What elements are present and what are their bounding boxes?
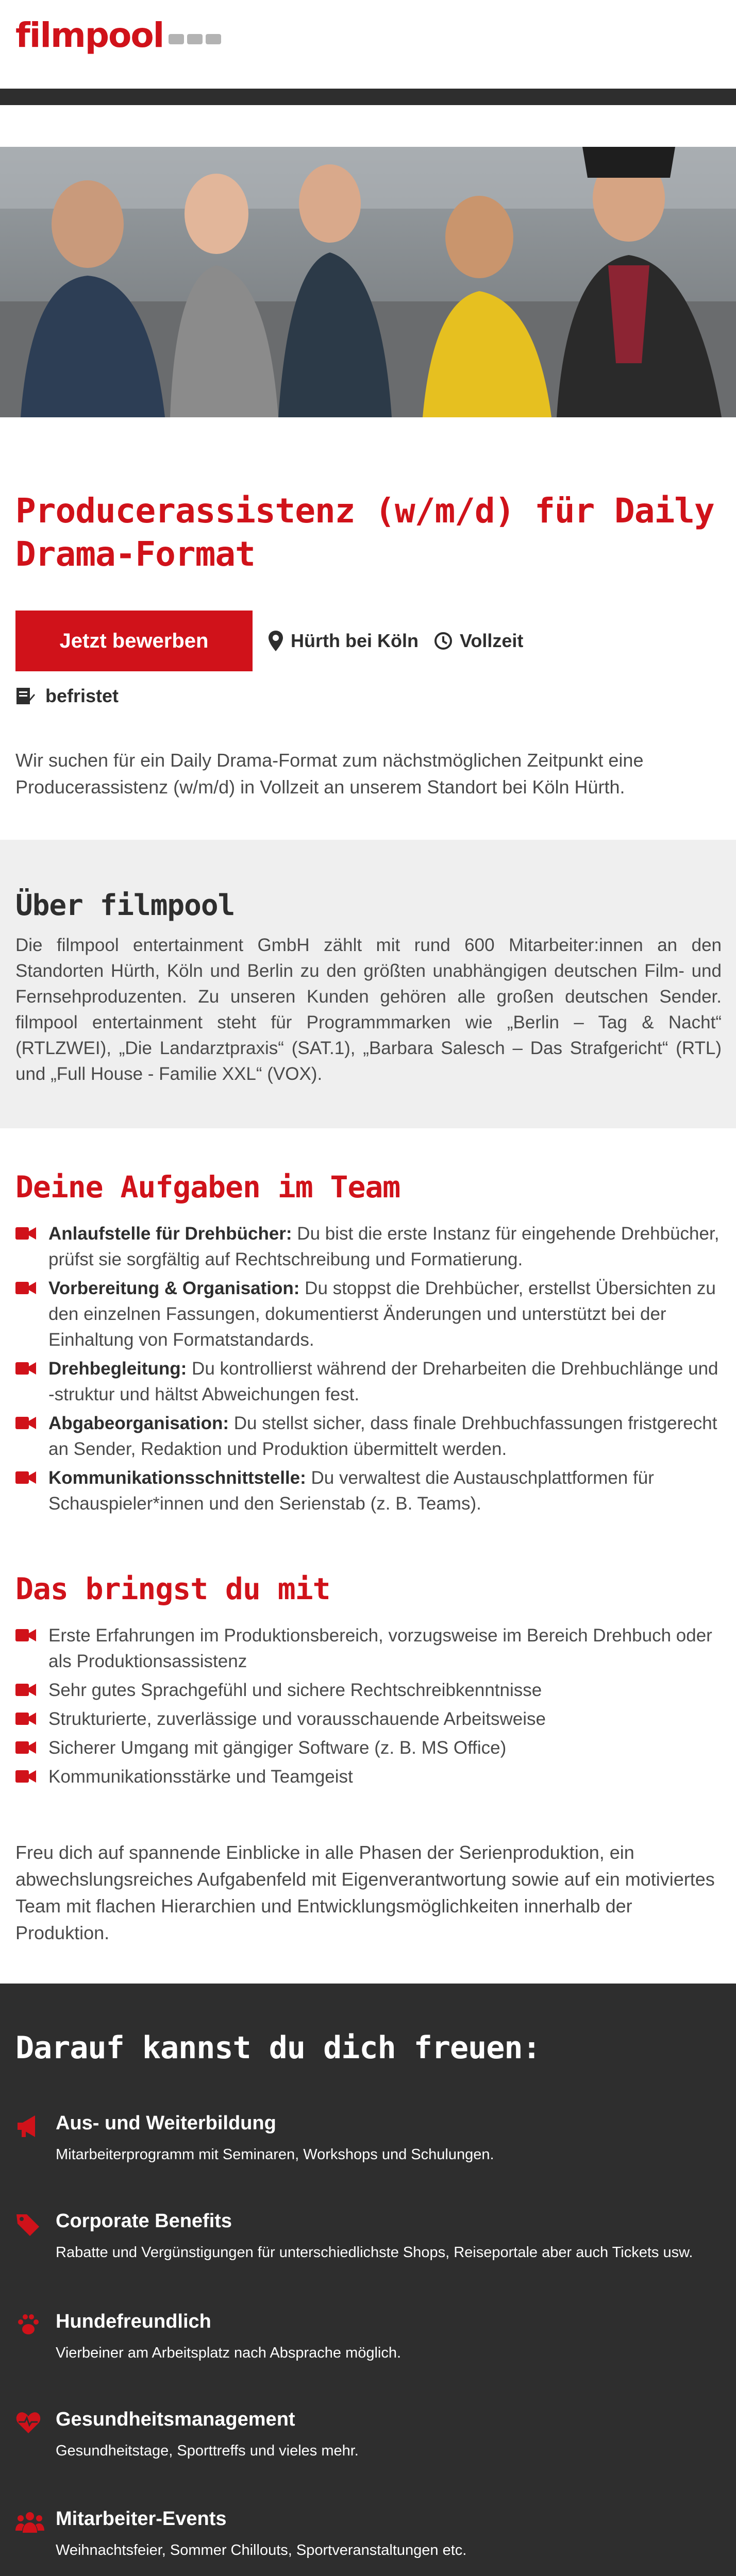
benefit-title: Gesundheitsmanagement [56, 2409, 295, 2430]
benefit-desc: Mitarbeiterprogramm mit Seminaren, Workshops und Schulungen. [56, 2146, 494, 2163]
benefits-section [0, 1984, 736, 2576]
benefit-title: Corporate Benefits [56, 2210, 232, 2232]
header-divider-bar [0, 89, 736, 105]
contract-duration-text: befristet [45, 685, 119, 706]
benefit-desc: Gesundheitstage, Sporttreffs und vieles mehr. [56, 2443, 359, 2459]
camera-icon [15, 1769, 36, 1784]
list-item: Abgabeorganisation: Du stellst sicher, dass finale Drehbuchfassungen fristgerecht an Sender, Redaktion und Produktion übermittelt werden. [15, 1411, 722, 1462]
job-title: Producerassistenz (w/m/d) für Daily Drama-Format [15, 491, 714, 574]
benefits-heading: Darauf kannst du dich freuen: [15, 2030, 541, 2066]
apply-button[interactable]: Jetzt bewerben [15, 611, 253, 671]
tag-icon [15, 2212, 41, 2236]
location-pin-icon [268, 631, 283, 651]
list-item: Anlaufstelle für Drehbücher: Du bist die erste Instanz für eingehende Drehbücher, prüfst sie sorgfältig auf Rechtschreibung und Formatierung. [15, 1221, 722, 1273]
camera-icon [15, 1628, 36, 1642]
contract-duration-meta [15, 685, 119, 707]
hero-illustration [0, 147, 736, 417]
clock-icon [434, 632, 453, 650]
logo-text: filmpool [15, 15, 164, 55]
list-item: Sehr gutes Sprachgefühl und sichere Rechtschreibkenntnisse [15, 1677, 722, 1703]
about-section [0, 840, 736, 1128]
hero-team-photo [0, 147, 736, 417]
paw-icon [15, 2313, 41, 2336]
list-item: Sicherer Umgang mit gängiger Software (z. B. MS Office) [15, 1735, 722, 1761]
camera-icon [15, 1361, 36, 1376]
list-item: Kommunikationsschnittstelle: Du verwaltest die Austauschplattformen für Schauspieler*innen und den Serienstab (z. B. Teams). [15, 1465, 722, 1517]
tasks-heading: Deine Aufgaben im Team [15, 1170, 400, 1205]
benefit-title: Aus- und Weiterbildung [56, 2112, 276, 2134]
megaphone-icon [15, 2114, 41, 2138]
profile-heading: Das bringst du mit [15, 1571, 330, 1606]
camera-icon [15, 1683, 36, 1697]
heart-pulse-icon [15, 2411, 41, 2434]
site-header [0, 0, 736, 89]
camera-icon [15, 1470, 36, 1485]
profile-list [15, 1623, 722, 1793]
job-meta-row [15, 611, 523, 671]
location-text: Hürth bei Köln [291, 630, 419, 651]
camera-icon [15, 1711, 36, 1726]
closing-text: Freu dich auf spannende Einblicke in alle Phasen der Serienproduktion, ein abwechslungsreiches Aufgabenfeld mit Eigenverantwortung sowie auf ein motiviertes Team mit flachen Hierarchien und Entwicklungsmöglichkeiten innerhalb der Produktion. [15, 1842, 715, 1943]
list-item: Strukturierte, zuverlässige und vorausschauende Arbeitsweise [15, 1706, 722, 1732]
camera-icon [15, 1740, 36, 1755]
benefit-title: Mitarbeiter-Events [56, 2508, 227, 2530]
camera-icon [15, 1416, 36, 1430]
benefit-desc: Vierbeiner am Arbeitsplatz nach Absprache möglich. [56, 2345, 402, 2361]
benefit-desc: Rabatte und Vergünstigungen für unterschiedlichste Shops, Reiseportale aber auch Tickets usw. [56, 2244, 693, 2261]
employment-type-text: Vollzeit [459, 630, 524, 651]
location-meta [268, 630, 419, 652]
job-intro-text: Wir suchen für ein Daily Drama-Format zum nächstmöglichen Zeitpunkt eine Producerassistenz (w/m/d) in Vollzeit an unserem Standort bei Köln Hürth. [15, 750, 644, 798]
list-item: Vorbereitung & Organisation: Du stoppst die Drehbücher, erstellst Übersichten zu den einzelnen Fassungen, dokumentierst Änderungen und unterstützt bei der Einhaltung von Formatstandards. [15, 1276, 722, 1353]
benefit-desc: Weihnachtsfeier, Sommer Chillouts, Sportveranstaltungen etc. [56, 2542, 467, 2558]
people-icon [15, 2510, 44, 2534]
list-item: Kommunikationsstärke und Teamgeist [15, 1764, 722, 1790]
benefit-title: Hundefreundlich [56, 2311, 211, 2332]
filmpool-logo[interactable] [15, 15, 221, 55]
logo-dots-icon [169, 34, 221, 44]
camera-icon [15, 1281, 36, 1295]
tasks-list [15, 1221, 722, 1520]
list-item: Drehbegleitung: Du kontrollierst während der Dreharbeiten die Drehbuchlänge und -struktur und hältst Abweichungen fest. [15, 1356, 722, 1408]
employment-type-meta [434, 630, 523, 652]
camera-icon [15, 1226, 36, 1241]
about-heading: Über filmpool [15, 889, 235, 922]
contract-icon [15, 687, 35, 705]
about-text: Die filmpool entertainment GmbH zählt mit rund 600 Mitarbeiter:innen an den Standorten Hürth, Köln und Berlin zu den größten unabhängigen deutschen Film- und Fernsehproduzenten. Zu unseren Kunden gehören alle großen deutschen Sender. filmpool entertainment steht für Programmmarken wie „Berlin – Tag & Nacht“ (RTLZWEI), „Die Landarztpraxis“ (SAT.1), „Barbara Salesch – Das Strafgericht“ (RTL) und „Full House - Familie XXL“ (VOX). [15, 935, 722, 1084]
list-item: Erste Erfahrungen im Produktionsbereich, vorzugsweise im Bereich Drehbuch oder als Produktionsassistenz [15, 1623, 722, 1674]
